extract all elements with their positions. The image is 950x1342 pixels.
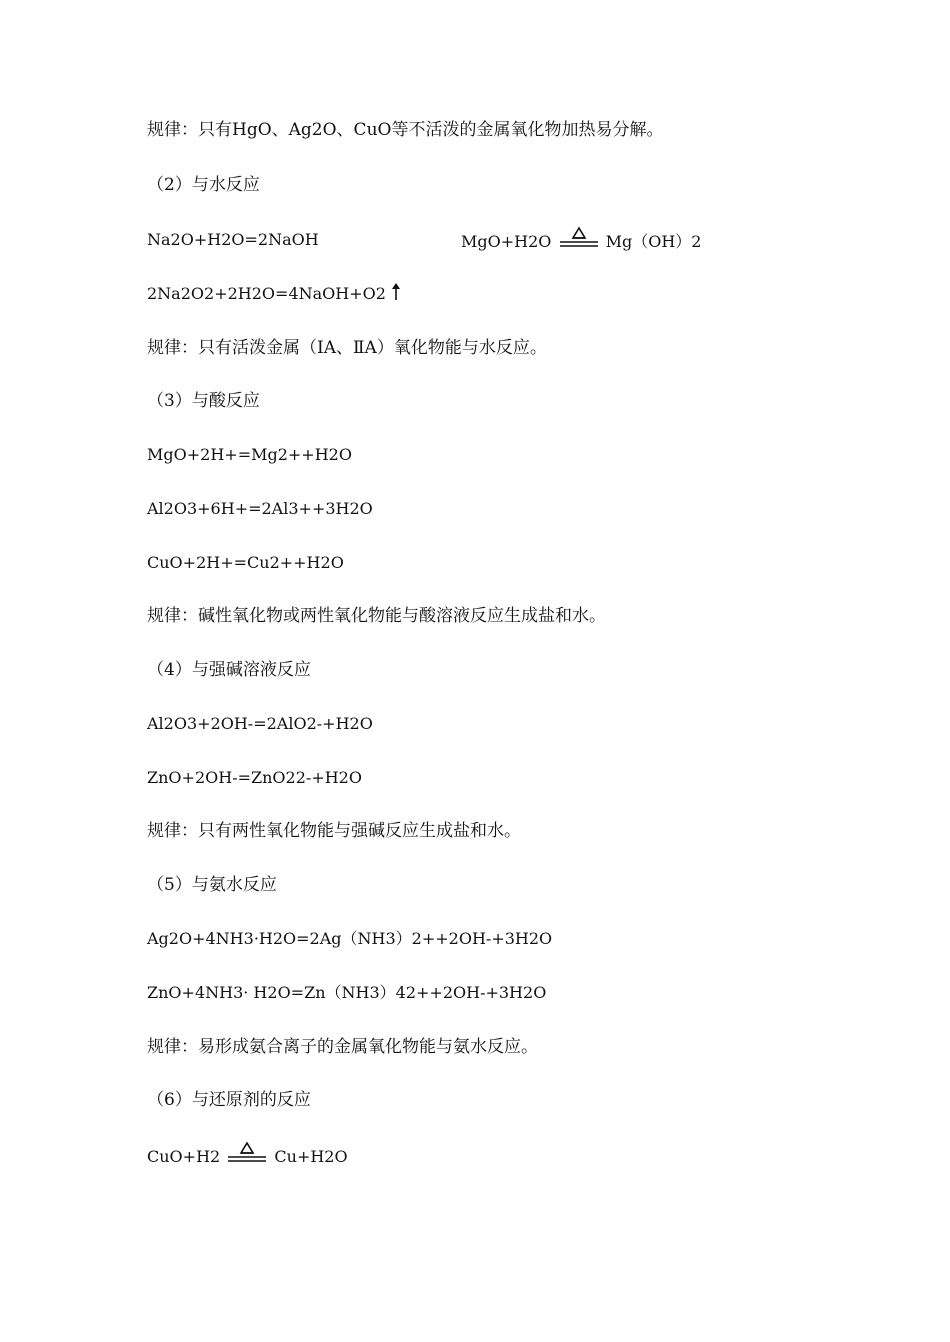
equation-mgo-acid: MgO+2H+=Mg2++H2O [147, 445, 352, 464]
equation-na2o-water: Na2O+H2O=2NaOH [147, 230, 319, 249]
equation-cuo-h2-left: CuO+H2 [147, 1147, 221, 1166]
section-heading-acid: （3）与酸反应 [147, 391, 260, 411]
rule-acid-reaction: 规律：碱性氧化物或两性氧化物能与酸溶液反应生成盐和水。 [147, 606, 606, 626]
section-heading-reducing-agent: （6）与还原剂的反应 [147, 1090, 311, 1110]
rule-decomposition: 规律：只有HgO、Ag2O、CuO等不活泼的金属氧化物加热易分解。 [147, 120, 664, 140]
rule-ammonia-reaction: 规律：易形成氨合离子的金属氧化物能与氨水反应。 [147, 1037, 538, 1057]
gas-up-arrow-icon [391, 283, 401, 307]
heat-triangle-equals-icon [227, 1144, 267, 1164]
equation-ag2o-ammonia: Ag2O+4NH3·H2O=2Ag（NH3）2++2OH-+3H2O [147, 929, 553, 948]
equation-na2o2-water [147, 283, 401, 307]
rule-water-reaction: 规律：只有活泼金属（ⅠA、ⅡA）氧化物能与水反应。 [147, 338, 547, 358]
section-heading-ammonia: （5）与氨水反应 [147, 875, 277, 895]
section-heading-strong-base: （4）与强碱溶液反应 [147, 660, 311, 680]
equation-al2o3-acid: Al2O3+6H+=2Al3++3H2O [147, 499, 373, 518]
equation-cuo-h2-right: Cu+H2O [274, 1147, 348, 1166]
heat-triangle-equals-icon [559, 229, 599, 249]
equation-zno-base: ZnO+2OH-=ZnO22-+H2O [147, 768, 362, 787]
equation-zno-ammonia: ZnO+4NH3· H2O=Zn（NH3）42++2OH-+3H2O [147, 983, 547, 1002]
equation-cuo-acid: CuO+2H+=Cu2++H2O [147, 553, 344, 572]
section-heading-water: （2）与水反应 [147, 175, 260, 195]
equation-mgo-water-left: MgO+H2O [461, 232, 552, 251]
equation-cuo-h2 [147, 1144, 348, 1168]
equation-na2o2-water-text: 2Na2O2+2H2O=4NaOH+O2 [147, 284, 386, 303]
equation-mgo-water-right: Mg（OH）2 [605, 232, 702, 251]
equation-mgo-water [461, 229, 701, 253]
rule-base-reaction: 规律：只有两性氧化物能与强碱反应生成盐和水。 [147, 821, 521, 841]
equation-al2o3-base: Al2O3+2OH-=2AlO2-+H2O [147, 714, 373, 733]
